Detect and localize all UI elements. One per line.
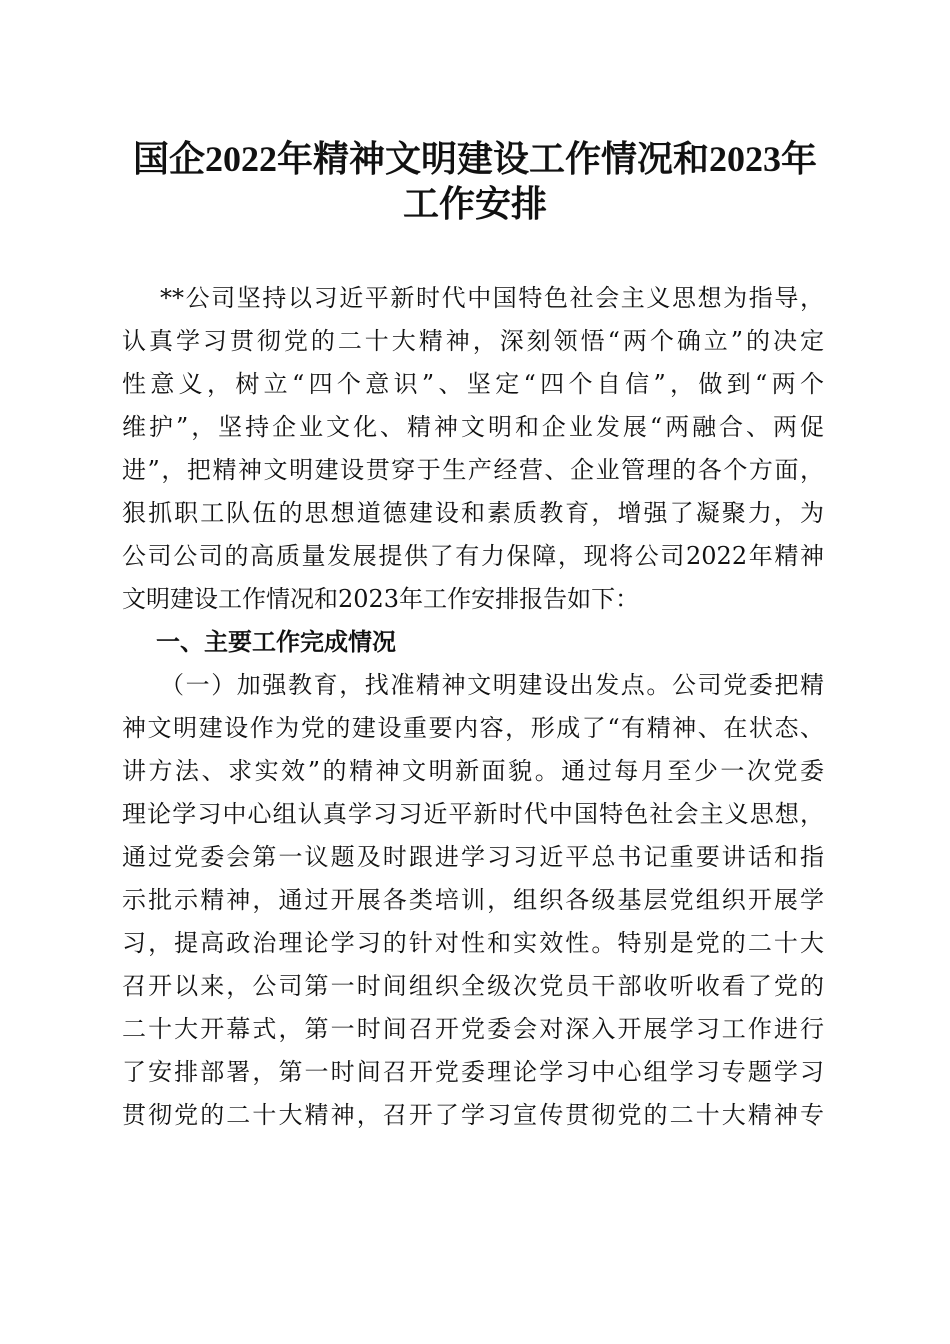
intro-line: 公司公司的高质量发展提供了有力保障，现将公司2022年精神: [122, 542, 824, 570]
paragraph-line: 二十大开幕式，第一时间召开党委会对深入开展学习工作进行: [122, 1015, 824, 1043]
document-body: [122, 277, 824, 1137]
paragraph-line: 召开以来，公司第一时间组织全级次党员干部收听收看了党的: [122, 972, 824, 1000]
title-line: 工作安排: [402, 184, 547, 224]
paragraph-line: 讲方法、求实效”的精神文明新面貌。通过每月至少一次党委: [122, 757, 824, 785]
intro-line: 进”，把精神文明建设贯穿于生产经营、企业管理的各个方面，: [122, 456, 824, 484]
paragraph-line: 示批示精神，通过开展各类培训，组织各级基层党组织开展学: [122, 886, 824, 914]
intro-line: 性意义，树立“四个意识”、坚定“四个自信”，做到“两个: [122, 370, 824, 398]
intro-line: 文明建设工作情况和2023年工作安排报告如下：: [122, 585, 640, 613]
intro-line: 维护”，坚持企业文化、精神文明和企业发展“两融合、两促: [122, 413, 824, 441]
intro-line: 狠抓职工队伍的思想道德建设和素质教育，增强了凝聚力，为: [122, 499, 824, 527]
paragraph-line: 神文明建设作为党的建设重要内容，形成了“有精神、在状态、: [122, 714, 824, 742]
intro-line: **公司坚持以习近平新时代中国特色社会主义思想为指导，: [160, 284, 824, 312]
paragraph-line: 理论学习中心组认真学习习近平新时代中国特色社会主义思想，: [122, 800, 824, 828]
paragraph-line: 习，提高政治理论学习的针对性和实效性。特别是党的二十大: [122, 929, 824, 957]
title-line: 国企2022年精神文明建设工作情况和2023年: [132, 139, 817, 179]
paragraph-line: 贯彻党的二十大精神，召开了学习宣传贯彻党的二十大精神专: [122, 1101, 824, 1129]
paragraph-line: 通过党委会第一议题及时跟进学习习近平总书记重要讲话和指: [122, 843, 824, 871]
intro-line: 认真学习贯彻党的二十大精神，深刻领悟“两个确立”的决定: [122, 327, 824, 355]
document-title: [110, 137, 840, 227]
section-heading: 一、主要工作完成情况: [156, 628, 396, 656]
paragraph-line: （一）加强教育，找准精神文明建设出发点。公司党委把精: [160, 671, 824, 699]
paragraph-line: 了安排部署，第一时间召开党委理论学习中心组学习专题学习: [122, 1058, 824, 1086]
